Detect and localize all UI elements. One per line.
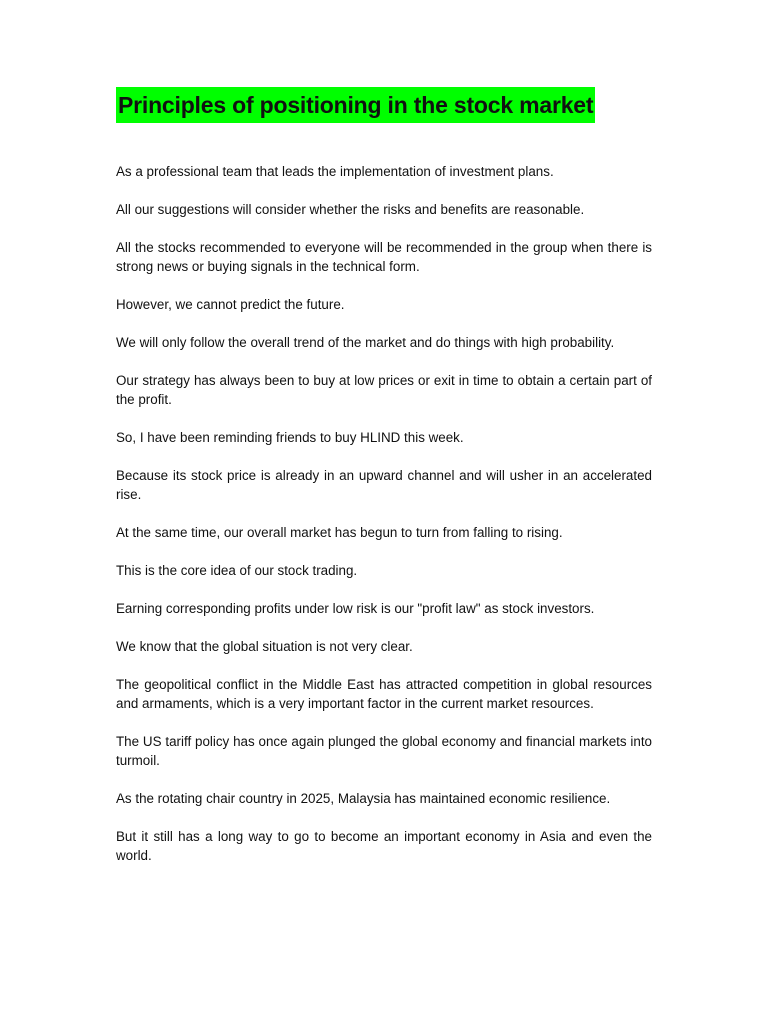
paragraph: The geopolitical conflict in the Middle East has attracted competition in global resources and armaments, which is a very important factor in the current market resources. xyxy=(116,677,652,711)
paragraph: Because its stock price is already in an upward channel and will usher in an accelerated rise. xyxy=(116,468,652,502)
document-body xyxy=(116,162,652,865)
paragraph: As the rotating chair country in 2025, Malaysia has maintained economic resilience. xyxy=(116,791,611,806)
paragraph: As a professional team that leads the implementation of investment plans. xyxy=(116,164,554,179)
paragraph: But it still has a long way to go to become an important economy in Asia and even the world. xyxy=(116,829,652,863)
paragraph: Our strategy has always been to buy at low prices or exit in time to obtain a certain part of the profit. xyxy=(116,373,652,407)
paragraph: This is the core idea of our stock trading. xyxy=(116,563,358,578)
document-page xyxy=(116,87,652,884)
document-title: Principles of positioning in the stock market xyxy=(116,87,595,123)
paragraph: The US tariff policy has once again plunged the global economy and financial markets into turmoil. xyxy=(116,734,652,768)
paragraph: At the same time, our overall market has begun to turn from falling to rising. xyxy=(116,525,563,540)
paragraph: We will only follow the overall trend of the market and do things with high probability. xyxy=(116,335,615,350)
paragraph: We know that the global situation is not very clear. xyxy=(116,639,413,654)
paragraph: Earning corresponding profits under low risk is our "profit law" as stock investors. xyxy=(116,601,595,616)
paragraph: However, we cannot predict the future. xyxy=(116,297,345,312)
paragraph: So, I have been reminding friends to buy HLIND this week. xyxy=(116,430,464,445)
paragraph: All our suggestions will consider whether the risks and benefits are reasonable. xyxy=(116,202,585,217)
paragraph: All the stocks recommended to everyone will be recommended in the group when there is strong news or buying signals in the technical form. xyxy=(116,240,652,274)
